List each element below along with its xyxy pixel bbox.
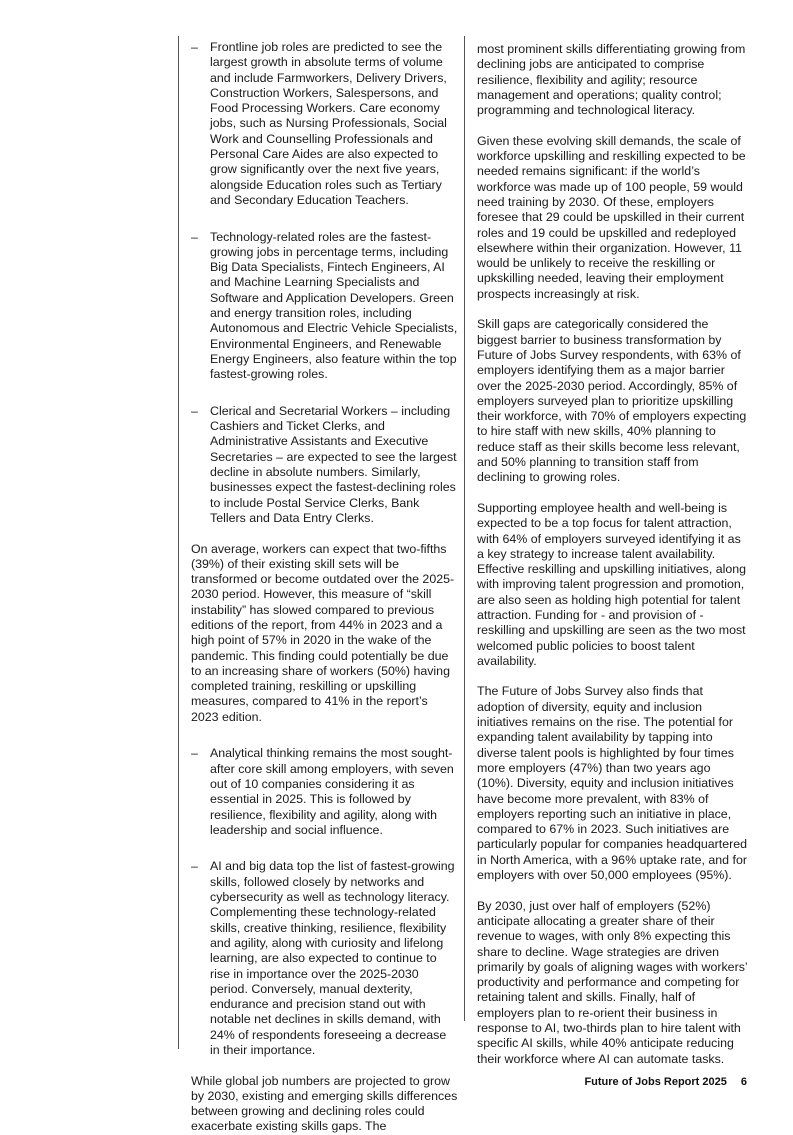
bullet-text: Clerical and Secretarial Workers – including Cashiers and Ticket Clerks, and Administrative Assistants and Executive Secretaries – are expected to see the largest decline in absolute numbers. Similarly, businesses expect the fastest-declining roles to include Postal Service Clerks, Bank Tellers and Data Entry Clerks. bbox=[210, 403, 457, 525]
bullet-text: Technology-related roles are the fastest-growing jobs in percentage terms, including Big Data Specialists, Fintech Engineers, AI and Machine Learning Specialists and Software and Application Developers. Green and energy transition roles, including Autonomous and Electric Vehicle Specialists, Environmental Engineers, and Renewable Energy Engineers, also feature within the top fastest-growing roles. bbox=[210, 229, 458, 382]
list-item bbox=[191, 746, 458, 838]
paragraph: most prominent skills differentiating growing from declining jobs are anticipated to comprise resilience, flexibility and agility; resource management and operations; quality control; programming and technological literacy. bbox=[477, 42, 746, 118]
paragraph: Skill gaps are categorically considered the biggest barrier to business transformation by Future of Jobs Survey respondents, with 63% of employers identifying them as a major barrier over the 2025-2030 period. Accordingly, 85% of employers surveyed plan to prioritize upskilling their workforce, with 70% of employers expecting to hire staff with new skills, 40% planning to reduce staff as their skills become less relevant, and 50% planning to transition staff from declining to growing roles. bbox=[477, 317, 747, 485]
bullet-dash: – bbox=[191, 746, 198, 761]
bullet-text: Analytical thinking remains the most sought-after core skill among employers, with seven out of 10 companies considering it as essential in 2025. This is followed by resilience, flexibility and agility, along with leadership and social influence. bbox=[210, 746, 454, 837]
right-column bbox=[464, 36, 750, 1066]
bullet-dash: – bbox=[191, 859, 198, 874]
paragraph: The Future of Jobs Survey also finds that adoption of diversity, equity and inclusion initiatives remains on the rise. The potential for expanding talent availability by tapping into diverse talent pools is highlighted by four times more employers (47%) than two years ago (10%). Diversity, equity and inclusion initiatives have become more prevalent, with 83% of employers reporting such an initiative in place, compared to 67% in 2023. Such initiatives are particularly popular for companies headquartered in North America, with a 96% uptake rate, and for employers with over 50,000 employees (95%). bbox=[477, 684, 747, 883]
paragraph-skill-instability: On average, workers can expect that two-fifths (39%) of their existing skill sets will be transformed or become outdated over the 2025-2030 period. However, this measure of “skill instability” has slowed compared to previous editions of the report, from 44% in 2023 and a high point of 57% in 2020 in the wake of the pandemic. This finding could potentially be due to an increasing share of workers (50%) having completed training, reskilling or upskilling measures, compared to 41% in the report’s 2023 edition. bbox=[191, 541, 455, 724]
left-column bbox=[178, 36, 458, 1134]
bullet-dash: – bbox=[191, 40, 198, 54]
page-footer bbox=[584, 1076, 747, 1088]
list-item bbox=[191, 859, 458, 1058]
bullet-dash: – bbox=[191, 403, 198, 418]
paragraph-skills-gaps: While global job numbers are projected to grow by 2030, existing and emerging skills differences between growing and declining roles could exacerbate existing skills gaps. The bbox=[191, 1073, 458, 1134]
bullet-dash: – bbox=[191, 229, 198, 244]
list-item bbox=[191, 40, 458, 208]
page-number: 6 bbox=[740, 1076, 747, 1088]
bullet-text: AI and big data top the list of fastest-growing skills, followed closely by networks and cybersecurity as well as technology literacy. Complementing these technology-related skills, creative thinking, resilience, flexibility and agility, along with curiosity and lifelong learning, are also expected to continue to rise in importance over the 2025-2030 period. Conversely, manual dexterity, endurance and precision stand out with notable net declines in skills demand, with 24% of respondents foreseeing a decrease in their importance. bbox=[210, 859, 455, 1057]
paragraph: By 2030, just over half of employers (52%) anticipate allocating a greater share of their revenue to wages, with only 8% expecting this share to decline. Wage strategies are driven primarily by goals of aligning wages with workers’ productivity and performance and competing for retaining talent and skills. Finally, half of employers plan to re-orient their business in response to AI, two-thirds plan to hire talent with specific AI skills, while 40% anticipate reducing their workforce where AI can automate tasks. bbox=[477, 898, 748, 1066]
list-item bbox=[191, 230, 458, 383]
paragraph: Supporting employee health and well-being is expected to be a top focus for talent attraction, with 64% of employers surveyed identifying it as a key strategy to increase talent availability. Effective reskilling and upskilling initiatives, along with improving talent progression and promotion, are also seen as holding high potential for talent attraction. Funding for - and provision of - reskilling and upskilling are seen as the two most welcomed public policies to boost talent availability. bbox=[477, 500, 747, 668]
bullet-text: Frontline job roles are predicted to see the largest growth in absolute terms of volume and include Farmworkers, Delivery Drivers, Construction Workers, Salespersons, and Food Processing Workers. Care economy jobs, such as Nursing Professionals, Social Work and Counselling Professionals and Personal Care Aides are also expected to grow significantly over the next five years, alongside Education roles such as Tertiary and Secondary Education Teachers. bbox=[210, 40, 447, 207]
report-title: Future of Jobs Report 2025 bbox=[584, 1076, 727, 1088]
paragraph: Given these evolving skill demands, the scale of workforce upskilling and reskilling expected to be needed remains significant: if the world’s workforce was made up of 100 people, 59 would need training by 2030. Of these, employers foresee that 29 could be upskilled in their current roles and 19 could be upskilled and redeployed elsewhere within their organization. However, 11 would be unlikely to receive the reskilling or upkskilling needed, leaving their employment prospects increasingly at risk. bbox=[477, 133, 746, 301]
list-item bbox=[191, 404, 458, 526]
